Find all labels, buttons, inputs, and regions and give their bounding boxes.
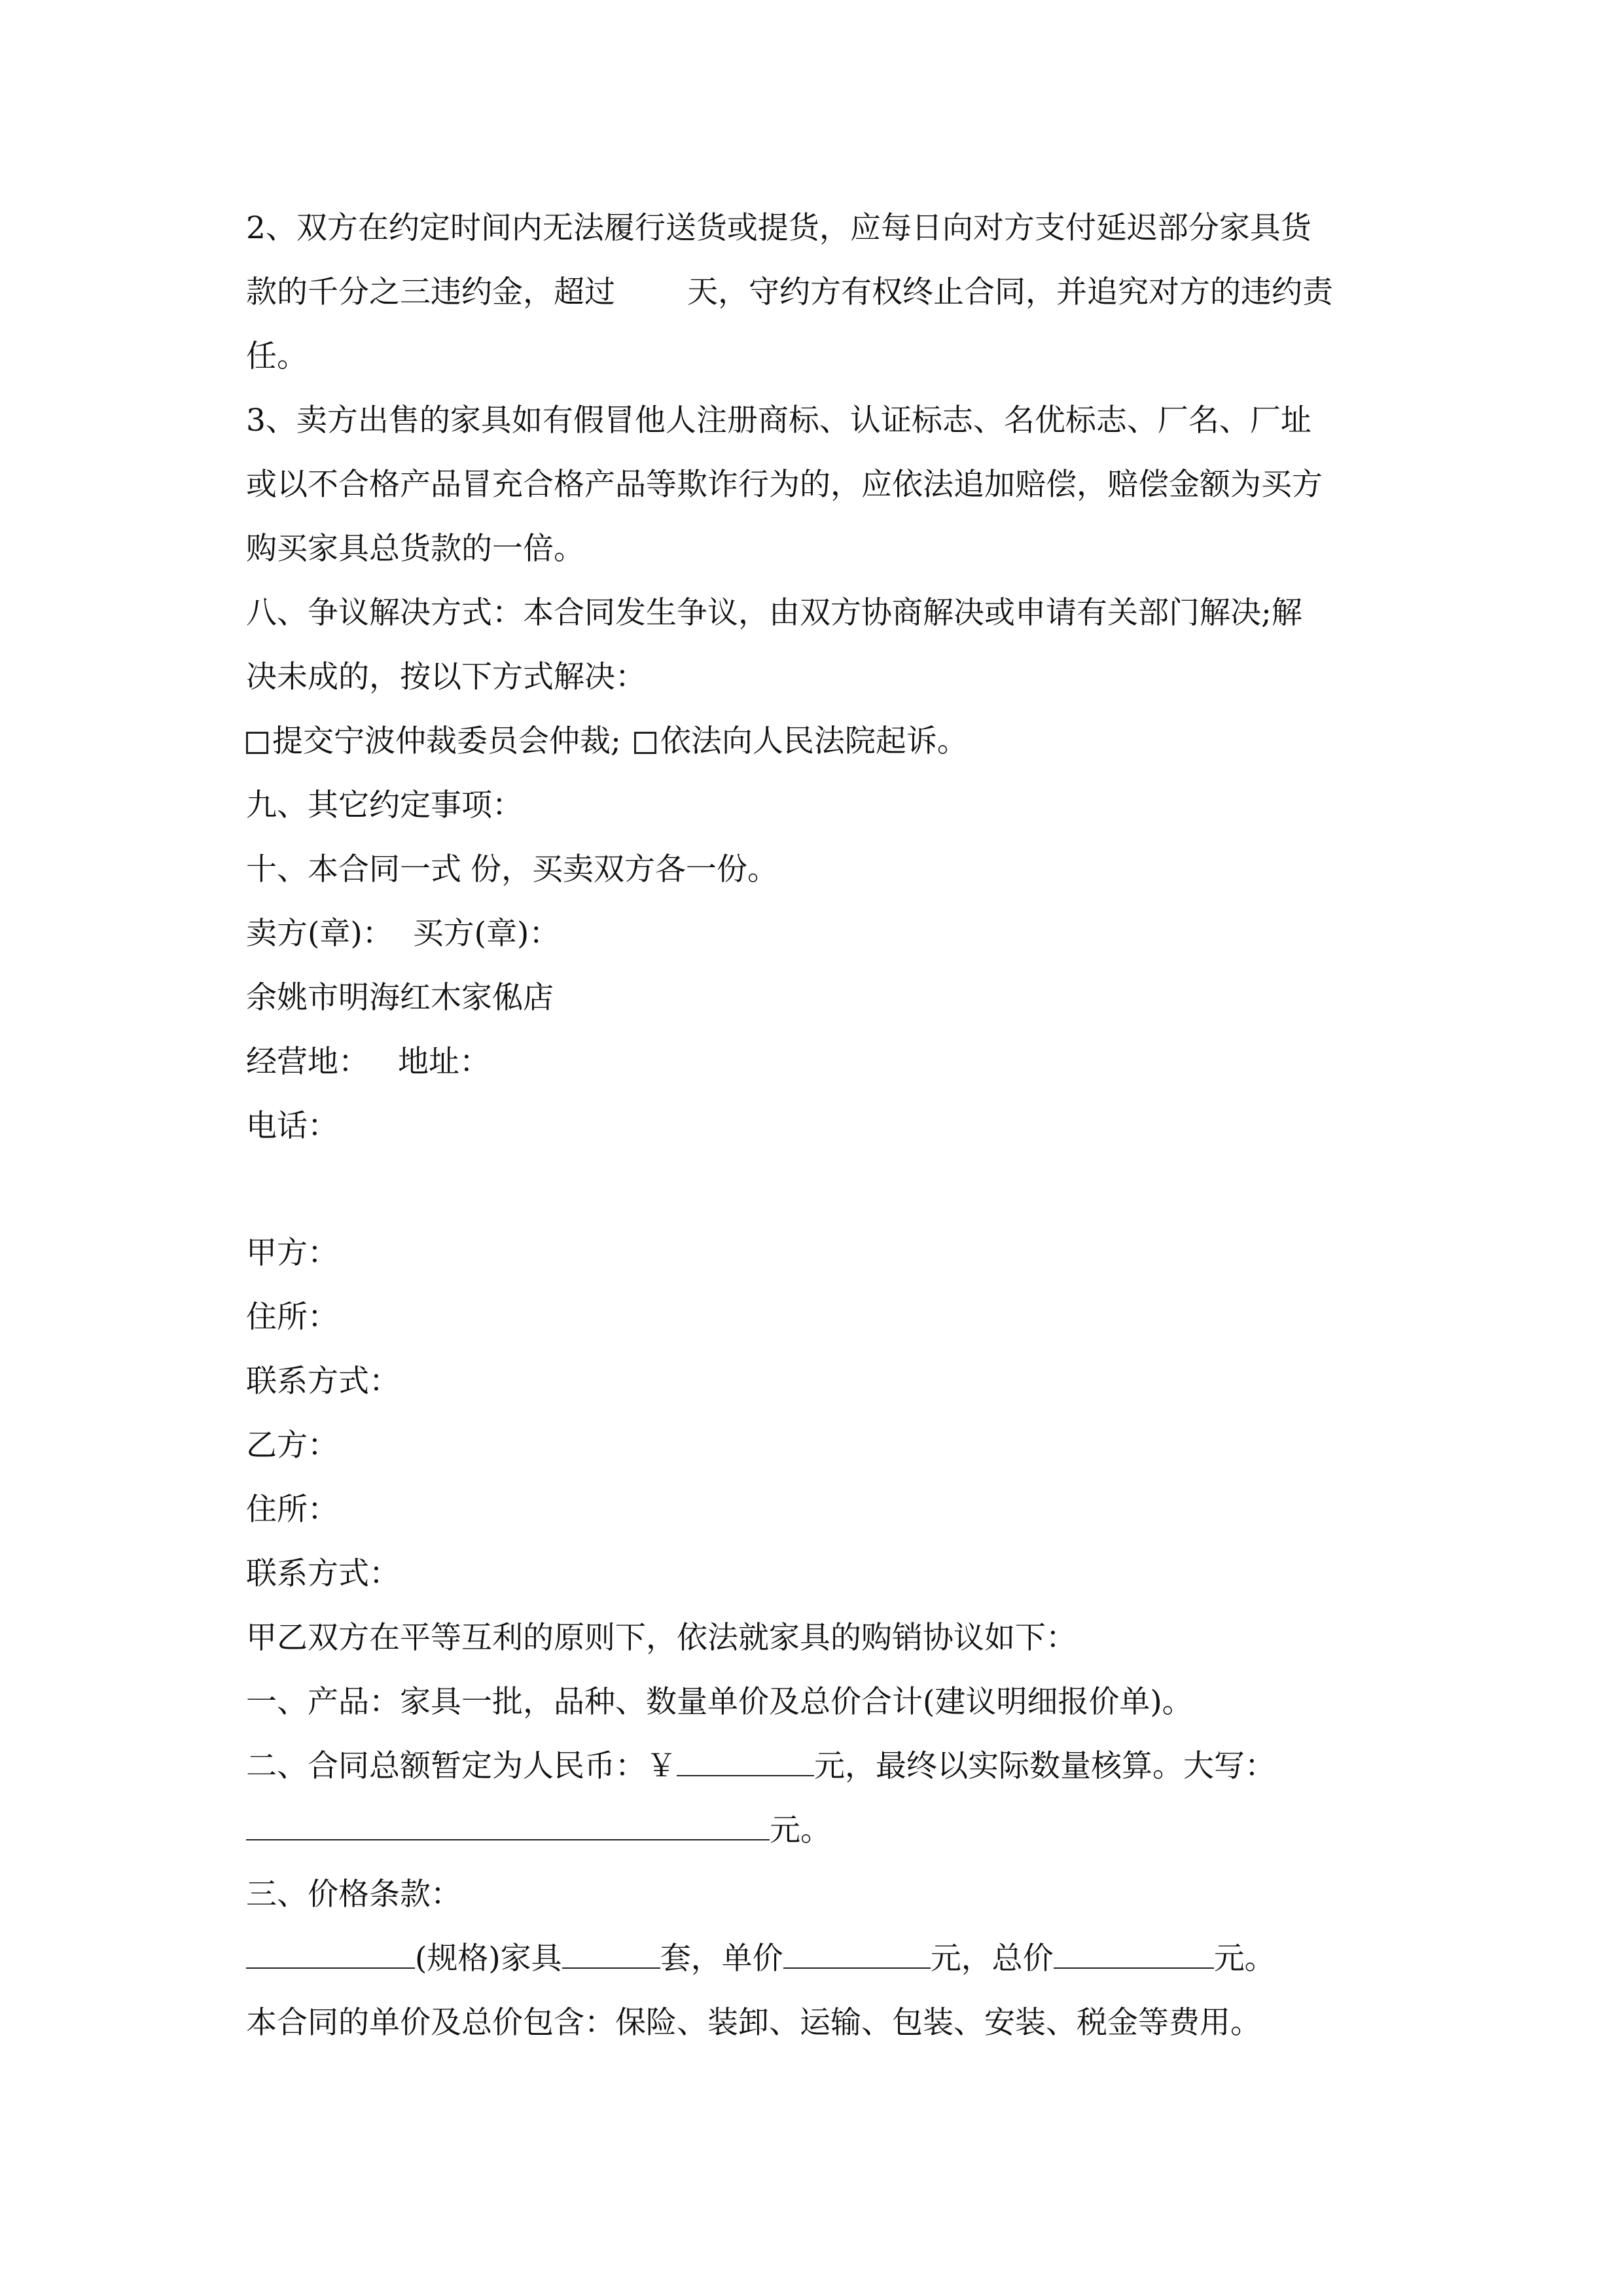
shop-name: 余姚市明海红木家俬店 [246,980,554,1016]
amount-in-words-blank[interactable] [246,1813,770,1840]
court-option-label: 依法向人民法院起诉。 [660,723,968,759]
amount-blank[interactable] [677,1749,814,1776]
clause3-note: 本合同的单价及总价包含：保险、装卸、运输、包装、安装、税金等费用。 [246,2005,1261,2041]
clause10: 十、本合同一式 份，买卖双方各一份。 [246,852,778,888]
party-a-label: 甲方： [246,1235,338,1271]
arbitration-option-label: 提交宁波仲裁委员会仲裁; [272,723,621,759]
address-line [246,1030,1385,1094]
court-checkbox[interactable] [634,732,656,754]
clause7-item2-line1: 2、双方在约定时间内无法履行送货或提货，应每日向对方支付延迟部分家具货 [246,210,1311,246]
party-b-residence: 住所： [246,1492,338,1528]
phone-label: 电话： [246,1108,338,1144]
clause2-line2: 元。 [246,1799,1385,1863]
clause8-options [246,709,1385,774]
clause3-title: 三、价格条款： [246,1876,461,1912]
section-gap [246,1158,1385,1221]
clause2-line1: 二、合同总额暂定为人民币：￥ 元，最终以实际数量核算。大写： [246,1748,1275,1784]
clause8-line1: 八、争议解决方式：本合同发生争议，由双方协商解决或申请有关部门解决;解 [246,595,1302,631]
business-place-label: 经营地： [246,1044,369,1080]
clause3-price-line: (规格)家具 套，单价 元，总价 元。 [246,1927,1385,1991]
clause7-item3-line2: 或以不合格产品冒充合格产品等欺诈行为的，应依法追加赔偿，赔偿金额为买方 [246,467,1323,503]
seller-seal-label: 卖方(章)： [246,916,393,952]
quantity-blank[interactable] [562,1941,660,1969]
party-b-label: 乙方： [246,1427,338,1463]
party-a-contact: 联系方式： [246,1363,400,1399]
clause1: 一、产品：家具一批，品种、数量单价及总价合计(建议明细报价单)。 [246,1684,1193,1720]
total-price-blank[interactable] [1054,1941,1214,1969]
clause7-item2-line2: 款的千分之三违约金，超过 天，守约方有权终止合同，并追究对方的违约责 [246,274,1333,310]
clause8-line2: 决未成的，按以下方式解决： [246,659,646,695]
signature-labels [246,902,1385,966]
contract-page [246,196,1385,2055]
address-label: 地址： [398,1044,490,1080]
clause9: 九、其它约定事项： [246,787,523,823]
unit-price-blank[interactable] [783,1941,931,1969]
buyer-seal-label: 买方(章)： [412,916,560,952]
arbitration-checkbox[interactable] [246,732,268,754]
clause7-item3-line3: 购买家具总货款的一倍。 [246,531,584,567]
intro: 甲乙双方在平等互利的原则下，依法就家具的购销协议如下： [246,1620,1077,1656]
party-a-residence: 住所： [246,1299,338,1335]
clause7-item2-line3: 任。 [246,338,308,374]
clause7-item3-line1: 3、卖方出售的家具如有假冒他人注册商标、认证标志、名优标志、厂名、厂址 [246,403,1311,439]
party-b-contact: 联系方式： [246,1556,400,1592]
spec-blank[interactable] [246,1941,415,1969]
